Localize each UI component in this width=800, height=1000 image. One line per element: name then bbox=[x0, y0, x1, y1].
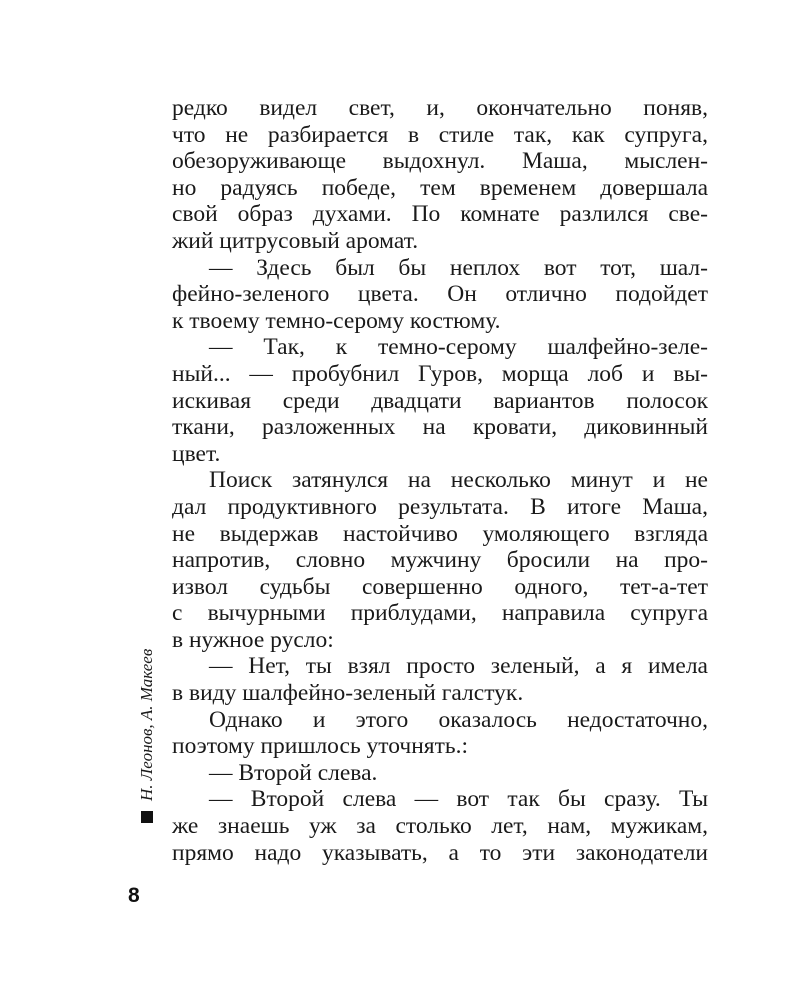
text-line: поэтому пришлось уточнять.: bbox=[172, 733, 468, 760]
text-line: Поиск затянулся на несколько минут и не bbox=[209, 467, 708, 494]
text-line: напротив, словно мужчину бросили на про- bbox=[172, 547, 708, 574]
text-line: Однако и этого оказалось недостаточно, bbox=[209, 706, 708, 733]
text-line: прямо надо указывать, а то эти законодатели bbox=[172, 839, 708, 866]
text-line: обезоруживающе выдохнул. Маша, мыслен- bbox=[172, 148, 708, 175]
text-line: искивая среди двадцати вариантов полосок bbox=[172, 387, 708, 414]
text-line: в нужное русло: bbox=[172, 626, 334, 653]
text-line: с вычурными приблудами, направила супруга bbox=[172, 600, 708, 627]
text-line: что не разбирается в стиле так, как супруга, bbox=[172, 121, 708, 148]
running-head-rotated bbox=[137, 649, 157, 823]
text-line: ный... — пробубнил Гуров, морща лоб и вы- bbox=[172, 360, 708, 387]
text-line: свой образ духами. По комнате разлился све- bbox=[172, 201, 708, 228]
text-line: но радуясь победе, тем временем довершала bbox=[172, 174, 708, 201]
text-line: к твоему темно-серому костюму. bbox=[172, 307, 501, 334]
text-line: цвет. bbox=[172, 440, 221, 467]
text-line: же знаешь уж за столько лет, нам, мужикам, bbox=[172, 813, 708, 840]
text-line: дал продуктивного результата. В итоге Маша, bbox=[172, 493, 708, 520]
text-line: ткани, разложенных на кровати, диковинный bbox=[172, 414, 708, 441]
page-body-text bbox=[172, 95, 708, 866]
text-line: жий цитрусовый аромат. bbox=[172, 227, 419, 254]
text-line: — Второй слева. bbox=[209, 759, 378, 786]
text-line: в виду шалфейно-зеленый галстук. bbox=[172, 680, 524, 707]
page-number: 8 bbox=[128, 884, 140, 907]
text-line: — Второй слева — вот так бы сразу. Ты bbox=[209, 786, 708, 813]
text-line: фейно-зеленого цвета. Он отлично подойдет bbox=[172, 281, 708, 308]
running-head-author: Н. Леонов, А. Макеев bbox=[137, 648, 156, 801]
text-line: — Здесь был бы неплох вот тот, шал- bbox=[209, 254, 708, 281]
text-line: редко видел свет, и, окончательно поняв, bbox=[172, 95, 708, 121]
square-bullet-icon bbox=[141, 811, 153, 823]
text-line: — Нет, ты взял просто зеленый, а я имела bbox=[209, 653, 708, 680]
text-line: — Так, к темно-серому шалфейно-зеле- bbox=[209, 334, 708, 361]
text-line: извол судьбы совершенно одного, тет-а-тет bbox=[172, 573, 708, 600]
text-line: не выдержав настойчиво умоляющего взгляда bbox=[172, 520, 708, 547]
